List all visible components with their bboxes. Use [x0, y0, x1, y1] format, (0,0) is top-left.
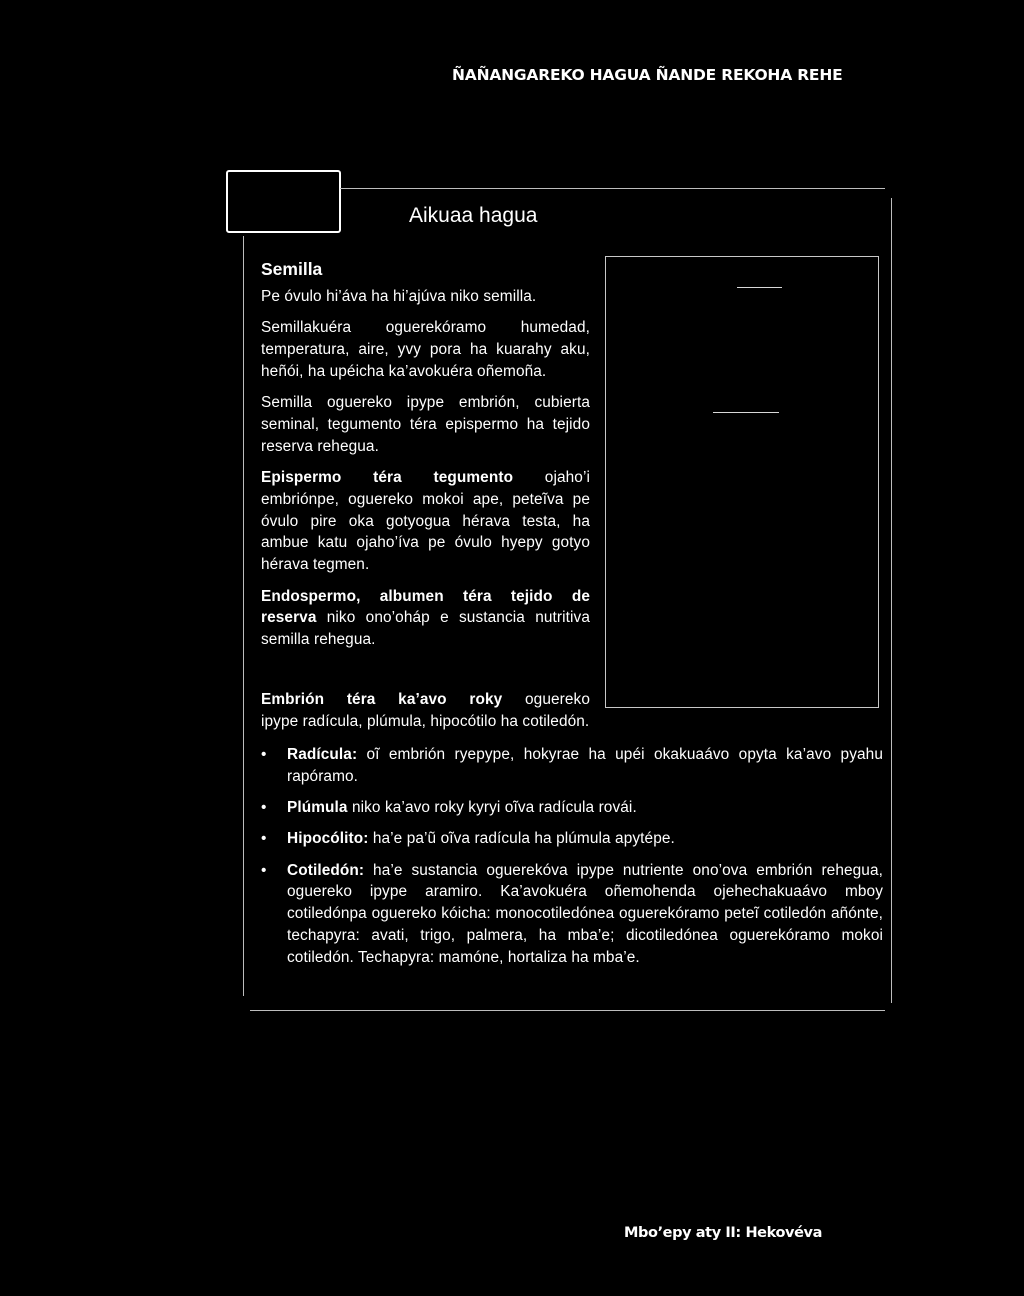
list-item — [261, 744, 883, 788]
embrion-bold: Embrión téra ka’avo roky — [261, 691, 503, 708]
figure-frame — [605, 256, 879, 708]
box-title: Aikuaa hagua — [409, 204, 538, 227]
bullet-icon: • — [261, 830, 267, 848]
paragraph — [261, 467, 590, 576]
list-item — [261, 860, 883, 969]
paragraph-text: Semilla oguereko ipype embrión, cubierta seminal, tegumento téra epispermo ha tejido reserva rehegua. — [261, 394, 590, 455]
embrion-first-line — [261, 689, 590, 711]
frame-top-rule — [340, 188, 885, 189]
paragraph-bold: Epispermo téra tegumento — [261, 469, 514, 487]
frame-bottom-rule — [250, 1010, 885, 1011]
frame-left-rule — [243, 236, 244, 996]
list-item-bold: Radícula: — [287, 746, 358, 763]
embrion-second-line: ipype radícula, plúmula, hipocótilo ha cotiledón. — [261, 712, 590, 730]
section-heading: Semilla — [261, 259, 323, 279]
bullet-icon: • — [261, 861, 267, 879]
embrion-line1-rest: oguereko — [525, 691, 590, 708]
list-item — [261, 828, 883, 850]
list-item-bold: Cotiledón: — [287, 861, 365, 879]
list-item-text: niko ka’avo roky kyryi oĩva radícula rovái. — [347, 799, 637, 817]
bullet-icon: • — [261, 746, 267, 763]
paragraph-text: ojaho’i embriónpe, oguereko mokoi ape, peteĩva pe óvulo pire oka gotyogua hérava testa, ha ambue katu ojaho’íva pe óvulo hyepy gotyo hérava tegmen. — [261, 469, 590, 574]
paragraph — [261, 586, 590, 651]
running-footer: Mbo’epy aty II: Hekovéva — [624, 1225, 822, 1241]
running-header: ÑAÑANGAREKO HAGUA ÑANDE REKOHA REHE — [452, 66, 843, 84]
paragraph — [261, 392, 590, 457]
frame-right-rule — [891, 198, 892, 1003]
figure-label-line — [713, 412, 779, 413]
list-item — [261, 797, 883, 819]
list-item-bold: Plúmula — [287, 799, 348, 817]
embrion-paragraph — [261, 689, 881, 733]
list-item-text: oĩ embrión ryepype, hokyrae ha upéi okakuaávo opyta ka’avo pyahu rapóramo. — [287, 746, 883, 785]
list-item-text: ha’e pa’ũ oĩva radícula ha plúmula apytépe. — [368, 830, 675, 848]
paragraph — [261, 317, 590, 382]
bullet-list — [261, 744, 883, 978]
paragraph — [261, 286, 590, 308]
figure-label-line — [737, 287, 782, 288]
paragraph-text: Semillakuéra oguerekóramo humedad, temperatura, aire, yvy pora ha kuarahy aku, heñói, ha upéicha ka’avokuéra oñemoña. — [261, 319, 590, 380]
list-item-bold: Hipocólito: — [287, 830, 369, 848]
paragraph-text: niko ono’oháp e sustancia nutritiva semilla rehegua. — [261, 609, 590, 649]
list-item-text: ha’e sustancia oguerekóva ipype nutriente ono’ova embrión rehegua, oguereko ipype aramiro. Ka’avokuéra oñemohenda ojehechakuaávo mboy cotiledónpa oguereko kóicha: monocotiledónea oguerekóramo peteĩ cotiledón añónte, techapyra: avati, trigo, palmera, ha mba’e; dicotiledónea oguerekóramo mokoi cotiledón. Techapyra: mamóne, hortaliza ha mba’e. — [287, 861, 883, 966]
paragraph-text: Pe óvulo hi’áva ha hi’ajúva niko semilla. — [261, 288, 537, 305]
paragraph-bold: Endospermo, albumen téra tejido de reserva — [261, 587, 590, 627]
column-text — [261, 286, 590, 660]
bullet-icon: • — [261, 799, 267, 817]
label-box — [226, 170, 341, 233]
